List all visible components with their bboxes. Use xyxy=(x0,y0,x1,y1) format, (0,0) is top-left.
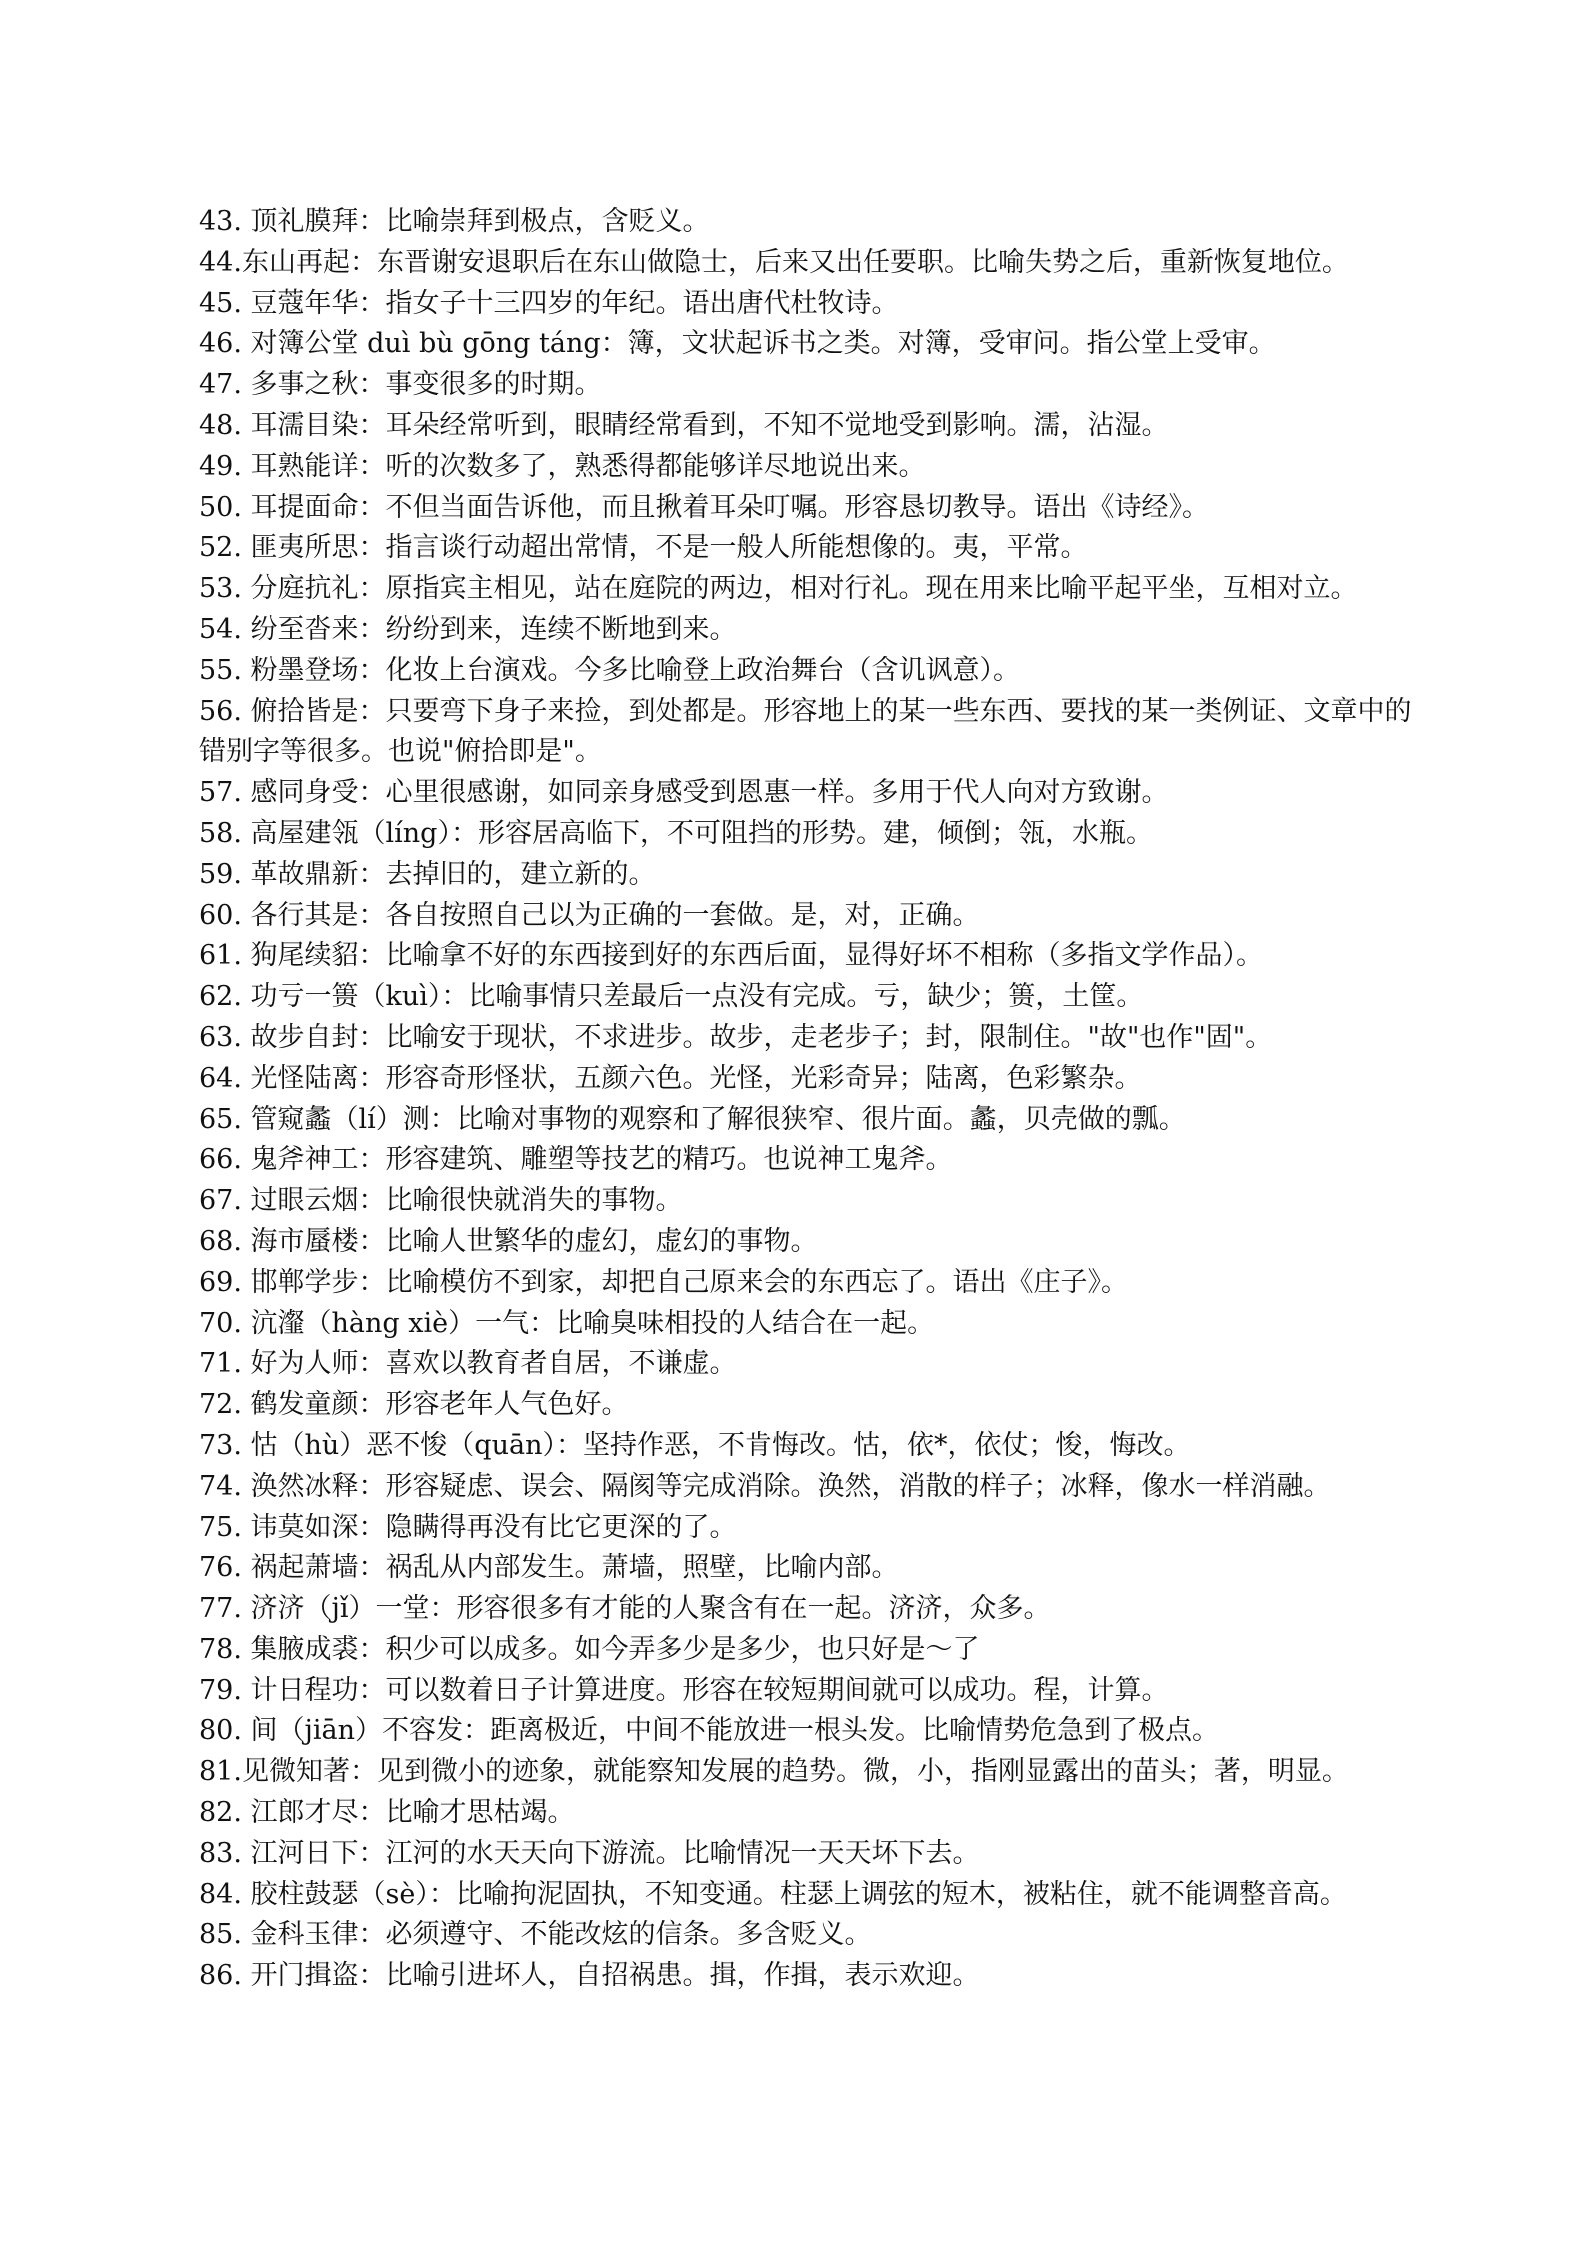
idiom-entry: 67. 过眼云烟：比喻很快就消失的事物。 xyxy=(199,1185,683,1217)
idiom-entry: 59. 革故鼎新：去掉旧的，建立新的。 xyxy=(199,858,656,890)
idiom-entry: 75. 讳莫如深：隐瞒得再没有比它更深的了。 xyxy=(199,1511,737,1543)
idiom-entry: 79. 计日程功：可以数着日子计算进度。形容在较短期间就可以成功。程，计算。 xyxy=(199,1674,1169,1706)
idiom-entry: 50. 耳提面命：不但当面告诉他，而且揪着耳朵叮嘱。形容恳切教导。语出《诗经》。 xyxy=(199,491,1210,523)
idiom-entry: 57. 感同身受：心里很感谢，如同亲身感受到恩惠一样。多用于代人向对方致谢。 xyxy=(199,777,1169,809)
idiom-entry: 52. 匪夷所思：指言谈行动超出常情，不是一般人所能想像的。夷，平常。 xyxy=(199,532,1088,564)
idiom-entry: 44.东山再起：东晋谢安退职后在东山做隐士，后来又出任要职。比喻失势之后，重新恢复地位。 xyxy=(199,246,1349,278)
idiom-entry: 53. 分庭抗礼：原指宾主相见，站在庭院的两边，相对行礼。现在用来比喻平起平坐，互相对立。 xyxy=(199,573,1358,605)
idiom-entry: 47. 多事之秋：事变很多的时期。 xyxy=(199,369,602,401)
idiom-entry: 64. 光怪陆离：形容奇形怪状，五颜六色。光怪，光彩奇异；陆离，色彩繁杂。 xyxy=(199,1062,1142,1094)
idiom-entry: 71. 好为人师：喜欢以教育者自居，不谦虚。 xyxy=(199,1348,737,1380)
idiom-entry: 60. 各行其是：各自按照自己以为正确的一套做。是，对，正确。 xyxy=(199,899,980,931)
idiom-entry: 61. 狗尾续貂：比喻拿不好的东西接到好的东西后面，显得好坏不相称（多指文学作品）。 xyxy=(199,940,1264,972)
idiom-entry: 85. 金科玉律：必须遵守、不能改炫的信条。多含贬义。 xyxy=(199,1919,872,1951)
idiom-entry: 48. 耳濡目染：耳朵经常听到，眼睛经常看到，不知不觉地受到影响。濡，沾湿。 xyxy=(199,409,1169,441)
idiom-entry: 54. 纷至沓来：纷纷到来，连续不断地到来。 xyxy=(199,613,737,645)
idiom-entry: 70. 沆瀣（hàng xiè）一气：比喻臭味相投的人结合在一起。 xyxy=(199,1307,935,1339)
idiom-entry: 82. 江郎才尽：比喻才思枯竭。 xyxy=(199,1797,575,1829)
idiom-entry: 74. 涣然冰释：形容疑虑、误会、隔阂等完成消除。涣然，消散的样子；冰释，像水一样消融。 xyxy=(199,1470,1331,1502)
idiom-entry: 49. 耳熟能详：听的次数多了，熟悉得都能够详尽地说出来。 xyxy=(199,450,926,482)
idiom-entry: 63. 故步自封：比喻安于现状，不求进步。故步，走老步子；封，限制住。"故"也作"固"。 xyxy=(199,1021,1273,1053)
idiom-entry: 66. 鬼斧神工：形容建筑、雕塑等技艺的精巧。也说神工鬼斧。 xyxy=(199,1144,953,1176)
idiom-list xyxy=(199,202,1414,1997)
idiom-entry: 58. 高屋建瓴（líng）：形容居高临下，不可阻挡的形势。建，倾倒；瓴，水瓶。 xyxy=(199,817,1153,849)
idiom-entry: 81.见微知著：见到微小的迹象，就能察知发展的趋势。微，小，指刚显露出的苗头；著，明显。 xyxy=(199,1756,1349,1788)
idiom-entry: 78. 集腋成裘：积少可以成多。如今弄多少是多少，也只好是～了 xyxy=(199,1633,980,1665)
idiom-entry: 72. 鹤发童颜：形容老年人气色好。 xyxy=(199,1389,629,1421)
idiom-entry: 45. 豆蔻年华：指女子十三四岁的年纪。语出唐代杜牧诗。 xyxy=(199,287,899,319)
idiom-entry: 56. 俯拾皆是：只要弯下身子来捡，到处都是。形容地上的某一些东西、要找的某一类例证、文章中的错别字等很多。也说"俯拾即是"。 xyxy=(199,695,1412,768)
idiom-entry: 84. 胶柱鼓瑟（sè）：比喻拘泥固执，不知变通。柱瑟上调弦的短木，被粘住，就不能调整音高。 xyxy=(199,1878,1347,1910)
idiom-entry: 69. 邯郸学步：比喻模仿不到家，却把自己原来会的东西忘了。语出《庄子》。 xyxy=(199,1266,1129,1298)
idiom-entry: 83. 江河日下：江河的水天天向下游流。比喻情况一天天坏下去。 xyxy=(199,1837,980,1869)
idiom-entry: 62. 功亏一篑（kuì）：比喻事情只差最后一点没有完成。亏，缺少；篑，土筐。 xyxy=(199,981,1144,1013)
idiom-entry: 76. 祸起萧墙：祸乱从内部发生。萧墙，照壁，比喻内部。 xyxy=(199,1552,899,1584)
idiom-entry: 65. 管窥蠡（lí）测：比喻对事物的观察和了解很狭窄、很片面。蠡，贝壳做的瓢。 xyxy=(199,1103,1186,1135)
idiom-entry: 77. 济济（jǐ）一堂：形容很多有才能的人聚含有在一起。济济，众多。 xyxy=(199,1593,1051,1625)
idiom-entry: 68. 海市蜃楼：比喻人世繁华的虚幻，虚幻的事物。 xyxy=(199,1225,818,1257)
idiom-entry: 80. 间（jiān）不容发：距离极近，中间不能放进一根头发。比喻情势危急到了极点。 xyxy=(199,1715,1220,1747)
idiom-entry: 43. 顶礼膜拜：比喻崇拜到极点，含贬义。 xyxy=(199,206,710,237)
idiom-entry: 55. 粉墨登场：化妆上台演戏。今多比喻登上政治舞台（含讥讽意）。 xyxy=(199,654,1021,686)
idiom-entry: 73. 怙（hù）恶不悛（quān）：坚持作恶，不肯悔改。怙，依*，依仗；悛，悔改。 xyxy=(199,1429,1191,1461)
idiom-entry: 86. 开门揖盗：比喻引进坏人，自招祸患。揖，作揖，表示欢迎。 xyxy=(199,1960,980,1992)
idiom-entry: 46. 对簿公堂 duì bù gōng táng：簿，文状起诉书之类。对簿，受审问。指公堂上受审。 xyxy=(199,328,1276,360)
